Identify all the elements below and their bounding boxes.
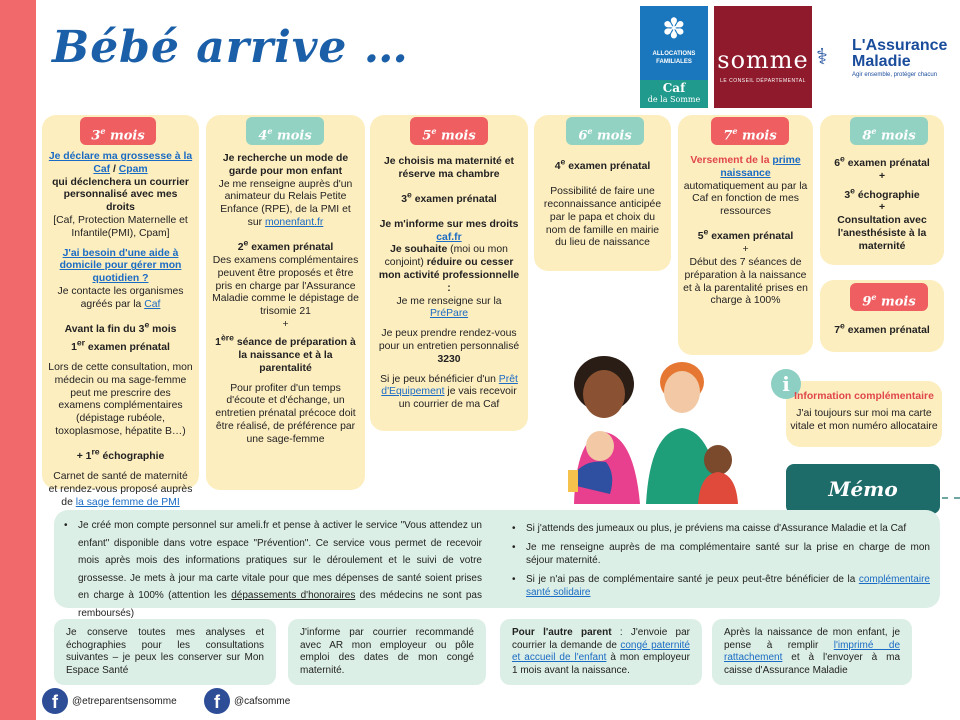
tag-month-4: 4e mois — [246, 117, 324, 145]
memo-left-item: • Je créé mon compte personnel sur ameli.fr et pense à activer le service "Vous attendez un enfant" disponible dans votre espace "Prévention". Ce service vous permet de recevoir mois après mois des informations pratiques sur le déroulement et le suivi de votre grossesse. Je mets à jour ma carte vitale pour que mes dépenses de santé soient prises en charge à 100% (attention les dépassements d'honoraires des médecins ne sont pas remboursés) — [62, 517, 482, 622]
am-logo-tagline: Agir ensemble, protéger chacun — [852, 72, 938, 78]
caf-logo-line1: ALLOCATIONS FAMILIALES — [652, 51, 696, 65]
sage-femme-pmi-link[interactable]: la sage femme de PMI — [75, 496, 180, 508]
month-9-content: 7e examen prénatal — [834, 321, 930, 337]
am-logo-line2: Maladie — [852, 53, 911, 70]
conge-paternite-link[interactable]: congé paternité et accueil de l'enfant — [512, 639, 690, 663]
family-illustration — [560, 352, 764, 504]
assurance-maladie-people-icon: ⚕ — [816, 44, 828, 69]
depassements-link[interactable]: dépassements d'honoraires — [231, 590, 356, 601]
month-3-content: Je déclare ma grossesse à la Caf / Cpam qui déclenchera un courrier personnalisé avec mes droits [Caf, Protection Maternelle et Infantile(PMI), Cpam] J'ai besoin d'une aide à domicile pour gérer mon quotidien ? Je contacte les organismes agréés par la Caf Avant la fin du 3e mois 1er examen prénatal Lors de cette consultation, mon médecin ou ma sage-femme peut me prescrire des examens complémentaires (dépistage rubéole, toxoplasmose, hépatite B…) + 1re échographie Carnet de santé de maternité et rendez-vous proposé auprès de la sage femme de PMI — [48, 151, 193, 508]
somme-logo-sub: LE CONSEIL DÉPARTEMENTAL — [720, 78, 806, 84]
memo-tab: Mémo — [786, 464, 940, 514]
caf-logo — [640, 6, 708, 108]
facebook-icon: f — [42, 688, 68, 714]
cpam-link[interactable]: Cpam — [118, 163, 148, 175]
am-logo-line1: L'Assurance — [852, 37, 948, 54]
memo-left — [62, 517, 482, 622]
father-face — [664, 371, 700, 413]
prepare-link[interactable]: PréPare — [429, 308, 469, 320]
memo-dashed-line — [942, 497, 960, 499]
left-accent-bar — [0, 0, 36, 720]
tag-month-8: 8e mois — [850, 117, 928, 145]
somme-logo-name: somme — [717, 46, 809, 74]
month-6-content: 4e examen prénatal Possibilité de faire une reconnaissance anticipée par le papa et choix du nom de famille en mairie du lieu de naissance — [543, 157, 662, 249]
facebook-link-1[interactable] — [42, 688, 177, 714]
memo-right-item: • Si j'attends des jumeaux ou plus, je préviens ma caisse d'Assurance Maladie et la Caf — [510, 522, 930, 535]
baby-face — [586, 431, 614, 461]
prime-naissance-link[interactable]: prime naissance — [720, 155, 801, 179]
info-text: J'ai toujours sur moi ma carte vitale et mon numéro allocataire — [790, 407, 938, 432]
month-7-content: Versement de la prime naissance automatiquement au par la Caf en fonction de mes ressources 5e examen prénatal + Début des 7 séances de préparation à la naissance et à la parentalité prises en charge à 100% — [683, 155, 808, 307]
month-8-content: 6e examen prénatal + 3e échographie + Consultation avec l'anesthésiste à la maternité — [834, 154, 930, 252]
caf-fr-link[interactable]: caf.fr — [436, 231, 462, 243]
bottom-box-rattachement: Après la naissance de mon enfant, je pense à remplir l'imprimé de rattachement et à l'envoyer à ma caisse d'Assurance Maladie — [712, 619, 912, 685]
caf-logo-region: de la Somme — [647, 95, 701, 104]
pret-equipement-link[interactable]: Prêt d'Equipement — [381, 373, 518, 398]
caf-family-icon: ✽ — [662, 13, 686, 44]
memo-right-item: • Si je n'ai pas de complémentaire santé je peux peut-être bénéficier de la complémentaire santé solidaire — [510, 573, 930, 599]
bottom-box-autre-parent: Pour l'autre parent : J'envoie par courrier la demande de congé paternité et accueil de l'enfant à mon employeur 1 mois avant la naissance. — [500, 619, 702, 685]
aide-domicile-link[interactable]: J'ai besoin d'une aide à domicile pour gérer mon quotidien ? — [59, 247, 182, 285]
memo-right-item: • Je me renseigne auprès de ma complémentaire santé sur la prise en charge de mon séjour maternité. — [510, 541, 930, 567]
tag-month-5: 5e mois — [410, 117, 488, 145]
info-content — [790, 391, 938, 433]
page-title: Bébé arrive … — [52, 22, 409, 73]
imprime-rattachement-link[interactable]: l'imprimé de rattachement — [724, 639, 900, 663]
complementaire-sante-link[interactable]: complémentaire santé solidaire — [526, 574, 930, 598]
caf-link[interactable]: Caf — [144, 298, 161, 310]
assurance-maladie-logo — [816, 38, 960, 88]
baby-stripe — [568, 470, 578, 492]
monenfant-link[interactable]: monenfant.fr — [264, 216, 324, 228]
facebook-handle: @cafsomme — [234, 695, 291, 707]
tag-month-7: 7e mois — [711, 117, 789, 145]
info-title: Information complémentaire — [794, 391, 934, 402]
tag-month-6: 6e mois — [566, 117, 644, 145]
month-5-content: Je choisis ma maternité et réserve ma chambre 3e examen prénatal Je m'informe sur mes droits caf.fr Je souhaite (moi ou mon conjoint) réduire ou cesser mon activité professionnelle : Je me renseigne sur la PréPare Je peux prendre rendez-vous pour un entretien personnalisé 3230 Si je peux bénéficier d'un Prêt d'Equipement je vais recevoir un courrier de ma Caf — [378, 156, 520, 411]
facebook-handle: @etreparentsensomme — [72, 695, 177, 707]
bottom-box-employeur: J'informe par courrier recommandé avec AR mon employeur ou pôle emploi des dates de mon congé maternité. — [288, 619, 486, 685]
somme-logo — [714, 6, 812, 108]
tag-month-9: 9e mois — [850, 283, 928, 311]
child-face — [704, 445, 732, 475]
caf-logo-band — [640, 80, 708, 108]
mother-face — [583, 370, 625, 418]
bottom-box-analyses: Je conserve toutes mes analyses et échographies pour les consultations suivantes – je peux les conserver sur Mon Espace Santé — [54, 619, 276, 685]
month-4-content: Je recherche un mode de garde pour mon enfant Je me renseigne auprès d'un animateur du Relais Petite Enfance (RPE), de la PMI et sur monenfant.fr 2e examen prénatal Des examens complémentaires peuvent être proposés et être pris en charge par l'Assurance Maladie comme le dépistage de trisomie 21 + 1ère séance de préparation à la naissance et à la parentalité Pour profiter d'un temps d'écoute et d'échange, un entretien prénatal précoce doit être réalisé, de préférence par une sage-femme — [212, 153, 359, 445]
memo-right — [510, 522, 930, 605]
declare-grossesse-link[interactable]: Je déclare ma grossesse à la Caf — [48, 151, 193, 175]
info-icon: i — [771, 369, 801, 399]
facebook-link-2[interactable] — [204, 688, 290, 714]
caf-logo-name: Caf — [662, 81, 686, 95]
facebook-icon: f — [204, 688, 230, 714]
tag-month-3: 3e mois — [80, 117, 156, 145]
